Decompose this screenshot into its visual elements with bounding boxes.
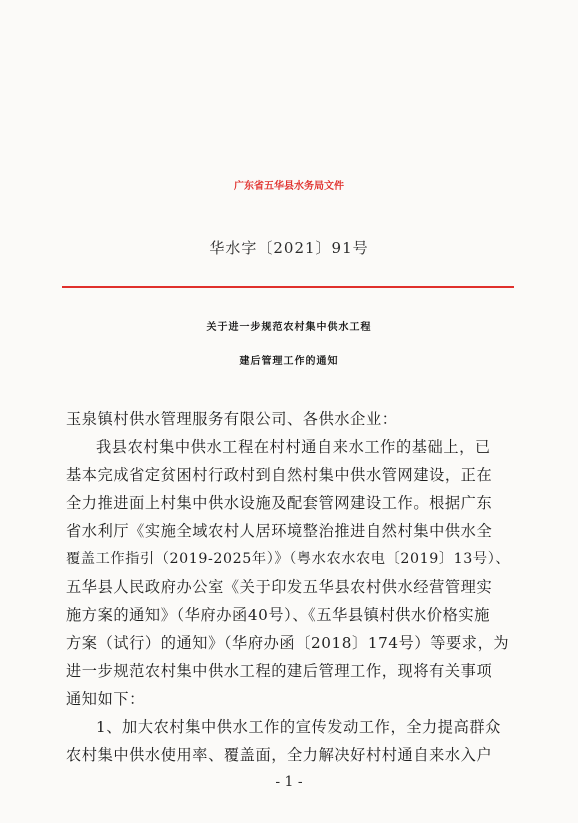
body-paragraph-line: 全力推进面上村集中供水设施及配套管网建设工作。根据广东 xyxy=(66,494,493,512)
body-paragraph-line: 施方案的通知》（华府办函40号）、《五华县镇村供水价格实施 xyxy=(66,606,490,624)
body-paragraph-line: 省水利厅《实施全域农村人居环境整治推进自然村集中供水全 xyxy=(66,522,493,540)
body-paragraph-line: 通知如下： xyxy=(66,690,145,708)
body-paragraph-line: 方案（试行）的通知》（华府办函〔2018〕174号）等要求，为 xyxy=(66,634,510,652)
body-paragraph-line: 五华县人民政府办公室《关于印发五华县农村供水经营管理实 xyxy=(66,578,493,596)
body-paragraph-line: 基本完成省定贫困村行政村到自然村集中供水管网建设，正在 xyxy=(66,466,493,484)
body-item-line: 农村集中供水使用率、覆盖面，全力解决好村村通自来水入户 xyxy=(66,746,493,764)
notice-title-line-1: 关于进一步规范农村集中供水工程 xyxy=(206,322,372,333)
body-item-line: 1、加大农村集中供水工作的宣传发动工作，全力提高群众 xyxy=(96,718,501,736)
red-divider-line xyxy=(62,286,514,288)
agency-header-title: 广东省五华县水务局文件 xyxy=(234,181,344,192)
body-paragraph-line: 覆盖工作指引（2019-2025年）》（粤水农水农电〔2019〕13号）、 xyxy=(66,551,511,567)
body-paragraph-line: 进一步规范农村集中供水工程的建后管理工作，现将有关事项 xyxy=(66,662,493,680)
addressee-line: 玉泉镇村供水管理服务有限公司、各供水企业： xyxy=(66,410,398,428)
page-number: - 1 - xyxy=(275,774,303,790)
body-paragraph-line: 我县农村集中供水工程在村村通自来水工作的基础上，已 xyxy=(96,438,491,456)
notice-title-line-2: 建后管理工作的通知 xyxy=(239,356,339,367)
document-number: 华水字〔2021〕91号 xyxy=(209,239,369,257)
